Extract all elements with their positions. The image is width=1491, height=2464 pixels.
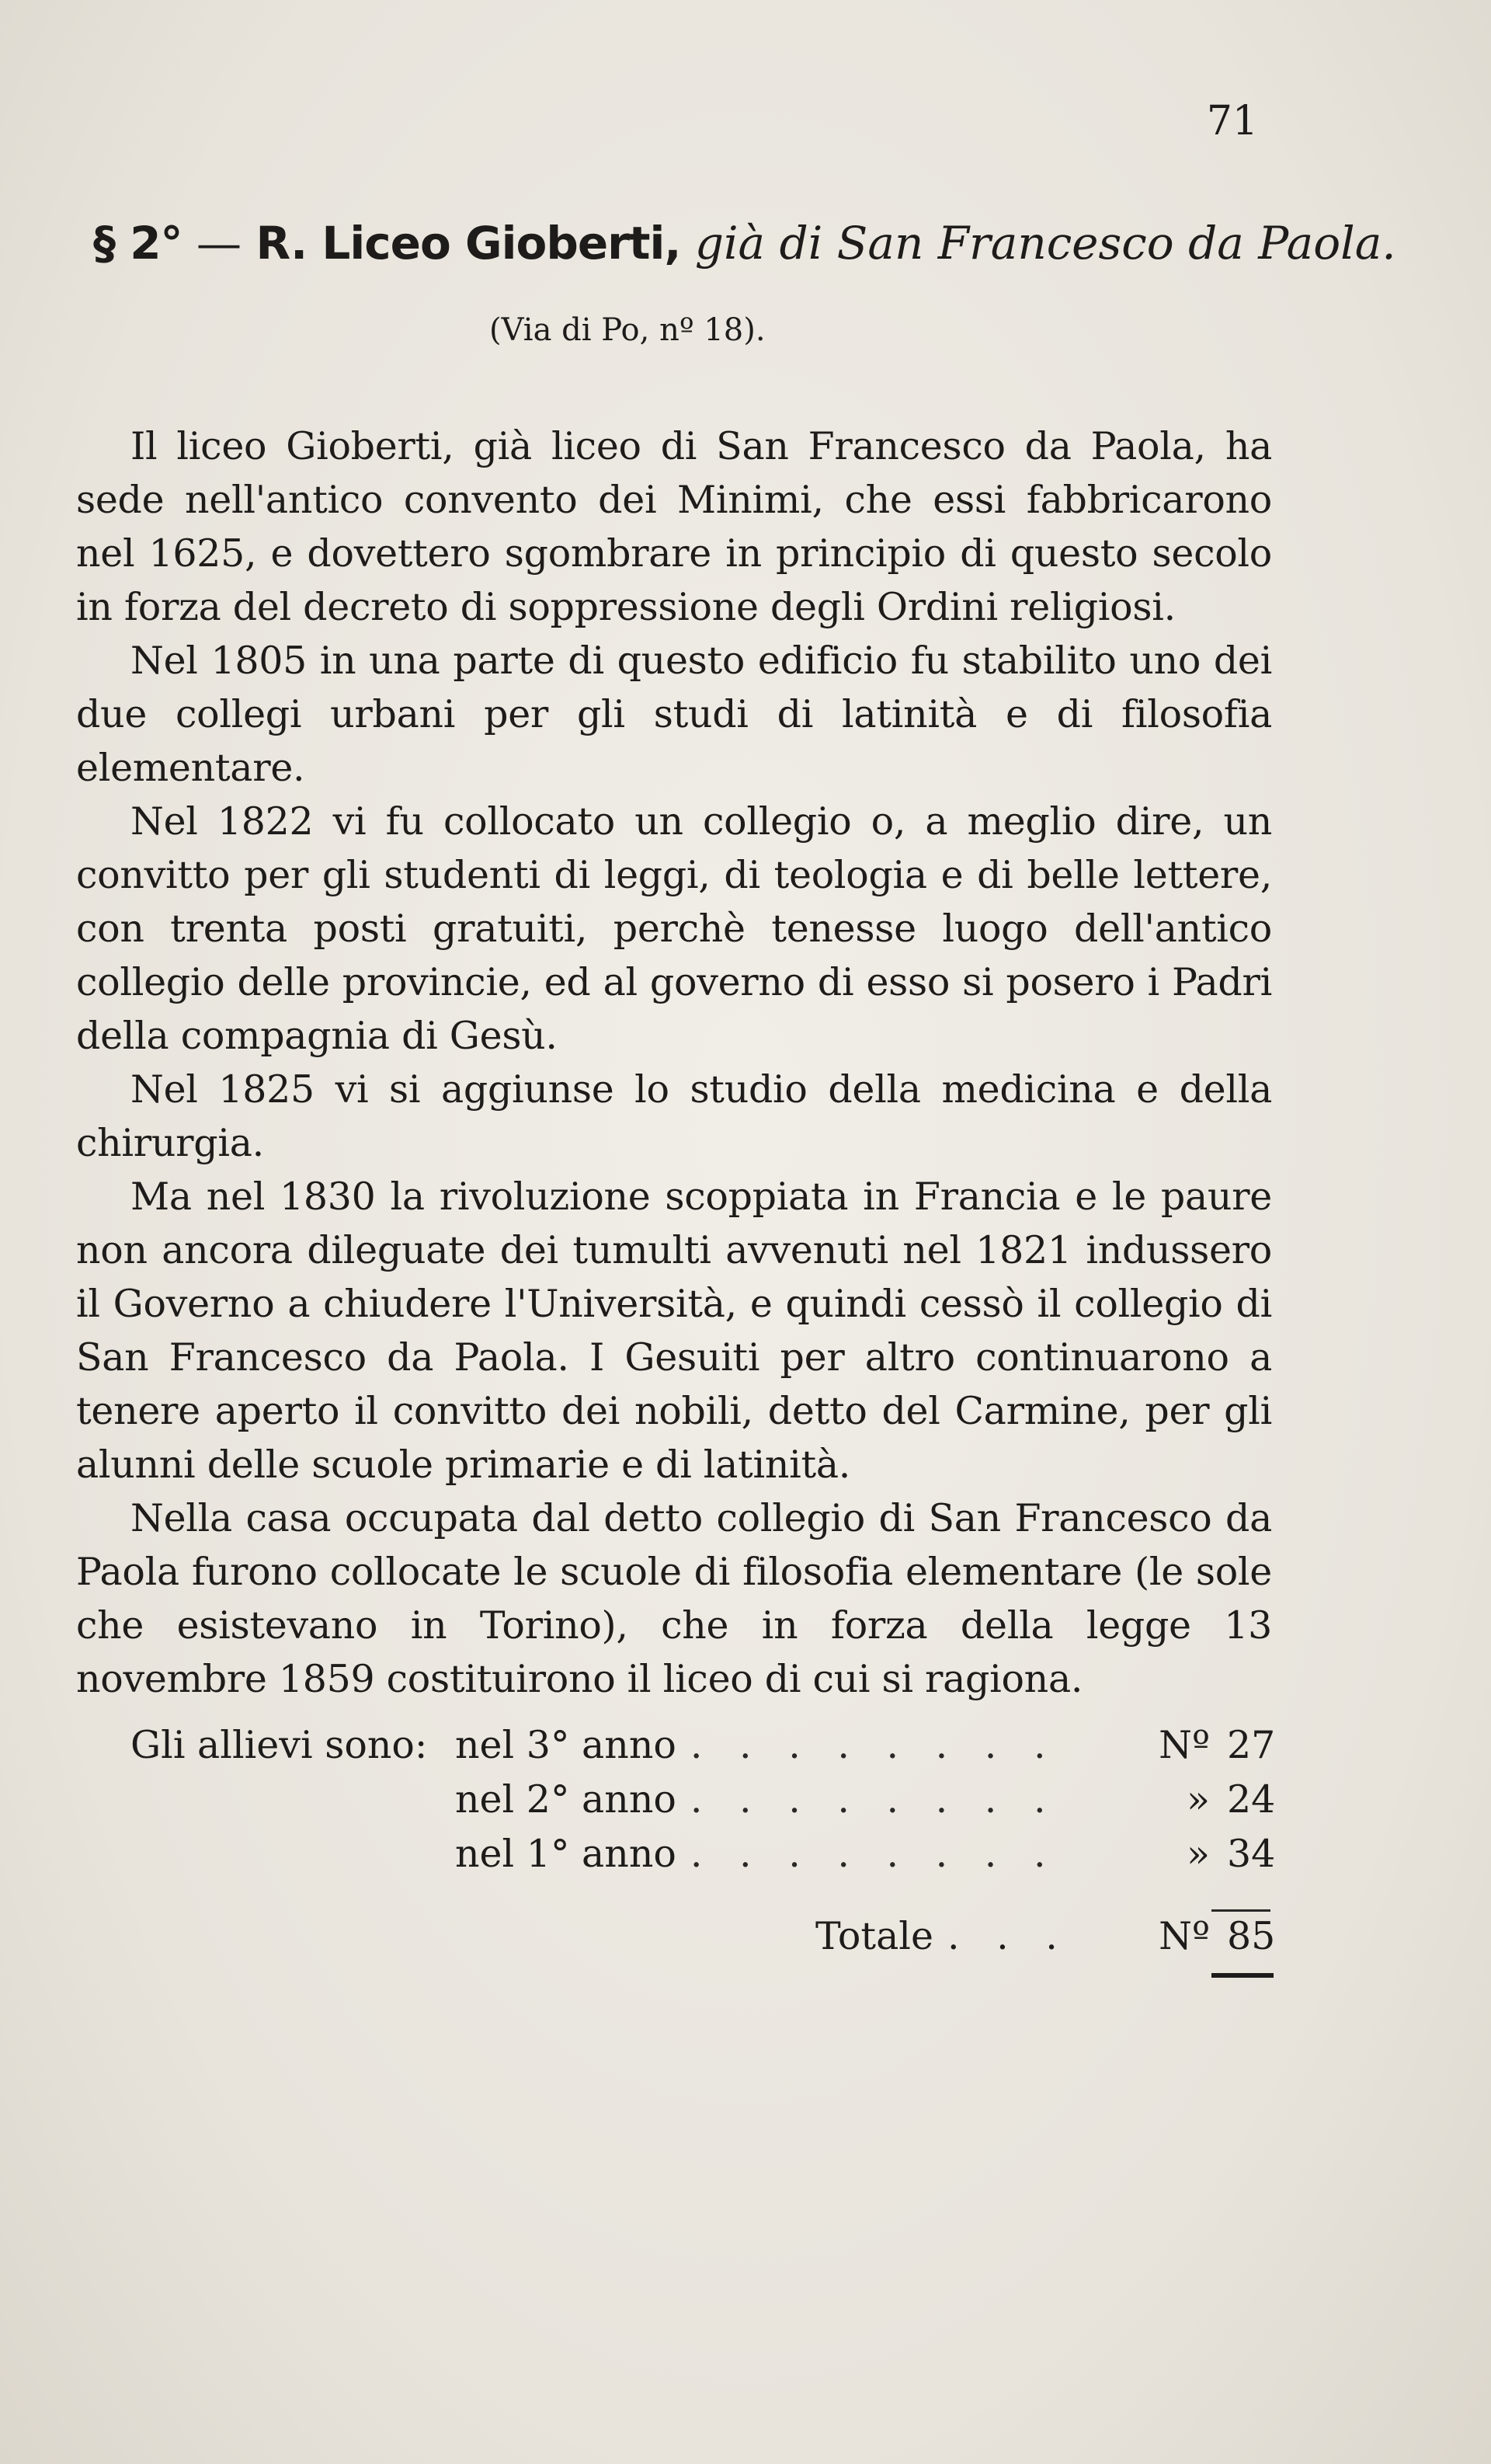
paragraph: Nel 1825 vi si aggiunse lo studio della medicina e della chirurgia. (76, 1067, 1272, 1165)
section-heading (93, 217, 1396, 270)
dot-leader: . . . . . . . . (690, 1832, 1058, 1876)
row-value: 27 (1227, 1723, 1276, 1767)
student-row-2nd-year (130, 1773, 1276, 1827)
row-value: 24 (1227, 1777, 1276, 1822)
paragraph: Ma nel 1830 la rivoluzione scoppiata in Francia e le paure non ancora dileguate dei tumulti avvenuti nel 1821 indussero il Governo a chiudere l'Università, e quindi cessò il collegio di San Francesco da Paola. I Gesuiti per altro continuarono a tenere aperto il convitto dei nobili, detto del Carmine, per gli alunni delle scuole primarie e di latinità. (76, 1175, 1272, 1487)
total-row (815, 1909, 1276, 1964)
student-row-1st-year (130, 1827, 1276, 1881)
students-lead: Gli allievi sono: (130, 1723, 428, 1767)
student-row-3rd-year (130, 1718, 1276, 1773)
total-label: Totale (815, 1914, 933, 1958)
row-prefix: » (1187, 1832, 1210, 1876)
dot-leader: . . . (947, 1914, 1070, 1958)
dot-leader: . . . . . . . . (690, 1723, 1058, 1767)
section-mark: § 2° (93, 217, 182, 270)
total-prefix: Nº (1159, 1914, 1210, 1958)
heading-dash: — (182, 217, 256, 270)
page-number: 71 (1206, 98, 1258, 144)
total-value: 85 (1227, 1914, 1276, 1958)
row-label: nel 3° anno (455, 1723, 676, 1767)
row-value: 34 (1227, 1832, 1276, 1876)
school-address: (Via di Po, nº 18). (489, 312, 766, 348)
row-label: nel 1° anno (455, 1832, 676, 1876)
school-name: R. Liceo Gioberti, (255, 217, 681, 270)
row-prefix: » (1187, 1777, 1210, 1822)
end-rule (1211, 1973, 1274, 1978)
paragraph: Nella casa occupata dal detto collegio di San Francesco da Paola furono collocate le scuole di filosofia elementare (le sole che esistevano in Torino), che in forza della legge 13 novembre 1859 costituirono il liceo di cui si ragiona. (76, 1496, 1272, 1701)
body-text (76, 419, 1272, 1706)
dot-leader: . . . . . . . . (690, 1777, 1058, 1822)
student-count-table (130, 1718, 1276, 1881)
paragraph: Nel 1805 in una parte di questo edificio fu stabilito uno dei due collegi urbani per gli studi di latinità e di filosofia elementare. (76, 639, 1272, 790)
former-name: già di San Francesco da Paola. (680, 217, 1396, 270)
row-label: nel 2° anno (455, 1777, 676, 1822)
paragraph: Il liceo Gioberti, già liceo di San Francesco da Paola, ha sede nell'antico convento dei Minimi, che essi fabbricarono nel 1625, e dovettero sgombrare in principio di questo secolo in forza del decreto di soppressione degli Ordini religiosi. (76, 424, 1272, 629)
row-prefix: Nº (1159, 1723, 1210, 1767)
paragraph: Nel 1822 vi fu collocato un collegio o, a meglio dire, un convitto per gli studenti di leggi, di teologia e di belle lettere, con trenta posti gratuiti, perchè tenesse luogo dell'antico collegio delle provincie, ed al governo di esso si posero i Padri della compagnia di Gesù. (76, 799, 1272, 1058)
